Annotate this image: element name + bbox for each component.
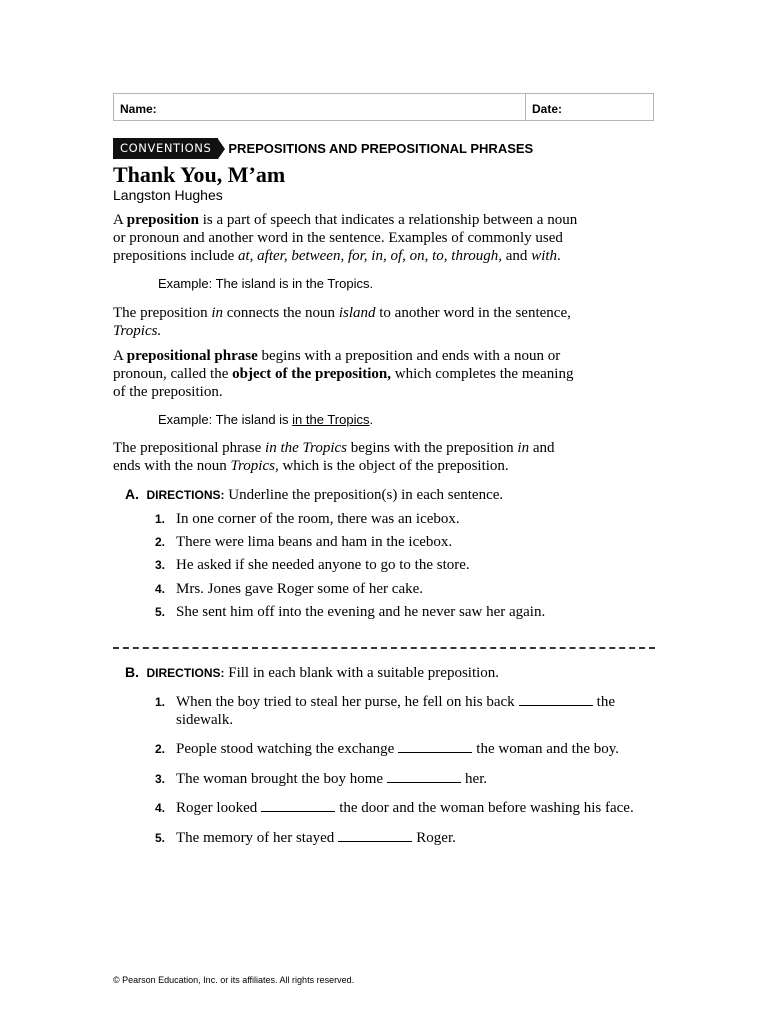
b-item-number: 3. bbox=[155, 772, 166, 786]
a-item-text: Mrs. Jones gave Roger some of her cake. bbox=[176, 581, 424, 597]
b-item-number: 1. bbox=[155, 695, 166, 709]
phrase-explanation-paragraph: The prepositional phrase in the Tropics begins with the preposition in and ends with the noun Tropics, which is the object of the preposition. bbox=[113, 440, 555, 474]
copyright-footer: © Pearson Education, Inc. or its affiliates. All rights reserved. bbox=[113, 975, 355, 985]
section-a-directions: A. DIRECTIONS: Underline the preposition(s) in each sentence. bbox=[125, 486, 504, 503]
story-title: Thank You, M’am bbox=[113, 162, 286, 187]
definition-paragraph: A preposition is a part of speech that indicates a relationship between a noun or pronoun and another word in the sentence. Examples of commonly used prepositions include at, after, between, for, in, of, on, to, through, and with. bbox=[113, 212, 578, 264]
b-item-number: 2. bbox=[155, 742, 166, 756]
b-item-text: People stood watching the exchange the woman and the boy. bbox=[176, 741, 620, 757]
topic-title: PREPOSITIONS AND PREPOSITIONAL PHRASES bbox=[228, 141, 534, 156]
b-item-number: 4. bbox=[155, 801, 166, 815]
b-item-text: When the boy tried to steal her purse, he fell on his back the sidewalk. bbox=[176, 694, 615, 728]
cut-line-divider bbox=[113, 647, 655, 649]
a-item-number: 5. bbox=[155, 605, 166, 619]
a-item-text: There were lima beans and ham in the icebox. bbox=[176, 534, 453, 550]
story-author: Langston Hughes bbox=[113, 187, 223, 203]
name-date-box bbox=[113, 93, 654, 121]
tag-arrow-icon bbox=[218, 139, 225, 159]
answer-blank[interactable] bbox=[261, 799, 335, 812]
a-item-number: 3. bbox=[155, 558, 166, 572]
section-b-directions: B. DIRECTIONS: Fill in each blank with a suitable preposition. bbox=[125, 664, 500, 681]
example-2: Example: The island is in the Tropics. bbox=[158, 412, 374, 427]
a-item-text: In one corner of the room, there was an icebox. bbox=[176, 511, 460, 527]
phrase-definition-paragraph: A prepositional phrase begins with a preposition and ends with a noun or pronoun, called the object of the preposition, which completes the meaning of the preposition. bbox=[113, 348, 574, 400]
a-item-number: 4. bbox=[155, 582, 166, 596]
b-item-number: 5. bbox=[155, 831, 166, 845]
a-item-number: 2. bbox=[155, 535, 166, 549]
name-date-divider bbox=[525, 94, 526, 120]
a-item-text: He asked if she needed anyone to go to the store. bbox=[176, 557, 470, 573]
conventions-tag bbox=[113, 138, 533, 159]
name-label: Name: bbox=[120, 102, 157, 116]
example-1: Example: The island is in the Tropics. bbox=[158, 276, 374, 291]
date-label: Date: bbox=[532, 102, 563, 116]
a-item-number: 1. bbox=[155, 512, 166, 526]
explanation-paragraph: The preposition in connects the noun island to another word in the sentence, Tropics. bbox=[113, 305, 571, 339]
answer-blank[interactable] bbox=[338, 829, 412, 842]
b-item-text: The memory of her stayed Roger. bbox=[176, 830, 456, 846]
answer-blank[interactable] bbox=[387, 770, 461, 783]
b-item-text: The woman brought the boy home her. bbox=[176, 771, 488, 787]
answer-blank[interactable] bbox=[398, 740, 472, 753]
b-item-text: Roger looked the door and the woman before washing his face. bbox=[176, 800, 634, 816]
answer-blank[interactable] bbox=[519, 693, 593, 706]
a-item-text: She sent him off into the evening and he never saw her again. bbox=[176, 604, 546, 620]
conventions-label: CONVENTIONS bbox=[113, 138, 218, 159]
